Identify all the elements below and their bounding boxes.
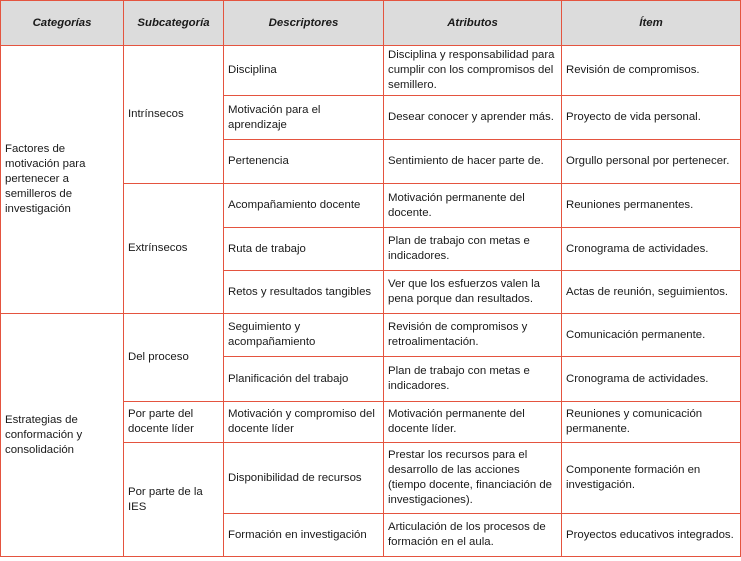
item-cell: Revisión de compromisos. — [562, 46, 741, 96]
descriptor-cell: Retos y resultados tangibles — [224, 271, 384, 314]
item-cell: Reuniones y comunicación permanente. — [562, 402, 741, 443]
category-cell: Estrategias de conformación y consolidación — [1, 314, 124, 557]
item-cell: Orgullo personal por pertenecer. — [562, 140, 741, 184]
category-cell: Factores de motivación para pertenecer a semilleros de investigación — [1, 46, 124, 314]
header-atributos: Atributos — [384, 1, 562, 46]
subcategory-cell: Intrínsecos — [124, 46, 224, 184]
item-cell: Reuniones permanentes. — [562, 184, 741, 228]
descriptor-cell: Disponibilidad de recursos — [224, 443, 384, 514]
header-row — [1, 1, 741, 46]
attribute-cell: Plan de trabajo con metas e indicadores. — [384, 357, 562, 402]
descriptor-cell: Seguimiento y acompañamiento — [224, 314, 384, 357]
header-descriptores: Descriptores — [224, 1, 384, 46]
descriptor-cell: Motivación y compromiso del docente líder — [224, 402, 384, 443]
descriptor-cell: Motivación para el aprendizaje — [224, 96, 384, 140]
item-cell: Proyectos educativos integrados. — [562, 514, 741, 557]
attribute-cell: Motivación permanente del docente. — [384, 184, 562, 228]
table-row — [1, 314, 741, 357]
item-cell: Componente formación en investigación. — [562, 443, 741, 514]
subcategory-cell: Del proceso — [124, 314, 224, 402]
descriptor-cell: Planificación del trabajo — [224, 357, 384, 402]
item-cell: Proyecto de vida personal. — [562, 96, 741, 140]
attribute-cell: Revisión de compromisos y retroalimentación. — [384, 314, 562, 357]
descriptor-cell: Pertenencia — [224, 140, 384, 184]
attribute-cell: Plan de trabajo con metas e indicadores. — [384, 228, 562, 271]
attribute-cell: Articulación de los procesos de formación en el aula. — [384, 514, 562, 557]
attribute-cell: Ver que los esfuerzos valen la pena porque dan resultados. — [384, 271, 562, 314]
subcategory-cell: Por parte del docente líder — [124, 402, 224, 443]
attribute-cell: Sentimiento de hacer parte de. — [384, 140, 562, 184]
descriptor-cell: Formación en investigación — [224, 514, 384, 557]
header-categorias: Categorías — [1, 1, 124, 46]
descriptor-cell: Ruta de trabajo — [224, 228, 384, 271]
table-row — [1, 46, 741, 96]
descriptor-cell: Acompañamiento docente — [224, 184, 384, 228]
header-item: Ítem — [562, 1, 741, 46]
attribute-cell: Motivación permanente del docente líder. — [384, 402, 562, 443]
attribute-cell: Prestar los recursos para el desarrollo de las acciones (tiempo docente, financiación de investigaciones). — [384, 443, 562, 514]
item-cell: Cronograma de actividades. — [562, 357, 741, 402]
item-cell: Cronograma de actividades. — [562, 228, 741, 271]
header-subcategoria: Subcategoría — [124, 1, 224, 46]
descriptor-cell: Disciplina — [224, 46, 384, 96]
item-cell: Comunicación permanente. — [562, 314, 741, 357]
subcategory-cell: Por parte de la IES — [124, 443, 224, 557]
item-cell: Actas de reunión, seguimientos. — [562, 271, 741, 314]
attribute-cell: Desear conocer y aprender más. — [384, 96, 562, 140]
attribute-cell: Disciplina y responsabilidad para cumplir con los compromisos del semillero. — [384, 46, 562, 96]
subcategory-cell: Extrínsecos — [124, 184, 224, 314]
